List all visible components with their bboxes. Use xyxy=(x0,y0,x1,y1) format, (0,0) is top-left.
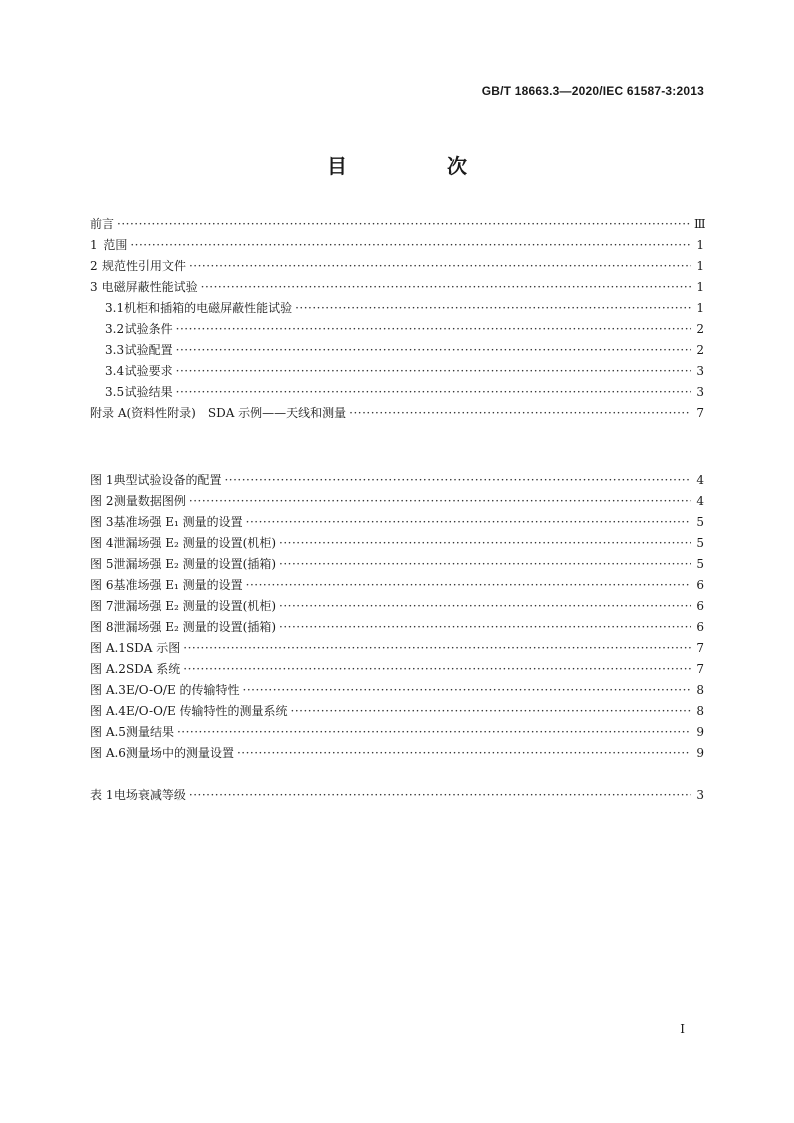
toc-entry-page: 6 xyxy=(696,599,704,613)
toc-entry-label: E/O-O/E 传输特性的测量系统 xyxy=(125,704,288,718)
toc-entry-page: 1 xyxy=(696,259,704,273)
toc-entry-number: 3.4 xyxy=(105,364,125,378)
toc-entry-number: 附录 A xyxy=(90,406,127,420)
dot-leader xyxy=(291,701,691,722)
toc-entry-number: 图 A.1 xyxy=(90,641,126,655)
dot-leader xyxy=(117,214,691,235)
toc-entry-number: 3.1 xyxy=(105,301,125,315)
toc-entry-label: 试验配置 xyxy=(124,343,173,357)
toc-entry-number: 图 A.5 xyxy=(90,725,126,739)
toc-entry-number: 图 2 xyxy=(90,494,114,508)
toc-entry-number: 图 1 xyxy=(90,473,114,487)
dot-leader xyxy=(295,298,691,319)
toc-entry-label: 测量场中的测量设置 xyxy=(125,746,234,760)
toc-entry-label: (资料性附录) SDA 示例——天线和测量 xyxy=(126,406,347,420)
toc-entry-page: 5 xyxy=(696,536,704,550)
toc-entry[interactable] xyxy=(90,470,704,491)
toc-entry-number: 图 A.3 xyxy=(90,683,126,697)
toc-entry-number: 图 A.6 xyxy=(90,746,126,760)
toc-entry-label: 范围 xyxy=(103,238,128,252)
toc-entry-label: 典型试验设备的配置 xyxy=(113,473,222,487)
toc-entry[interactable] xyxy=(90,701,704,722)
dot-leader xyxy=(246,512,691,533)
toc-entry-page: 3 xyxy=(696,788,704,802)
toc-entry[interactable] xyxy=(90,617,704,638)
standard-number-header: GB/T 18663.3—2020/IEC 61587-3:2013 xyxy=(481,84,704,98)
toc-entry-number: 3.2 xyxy=(105,322,125,336)
toc-entry[interactable] xyxy=(90,743,704,764)
dot-leader xyxy=(279,596,691,617)
toc-entry-number: 3.3 xyxy=(105,343,125,357)
toc-entry-page: 5 xyxy=(696,515,704,529)
toc-entry-label: 测量数据图例 xyxy=(113,494,186,508)
toc-figures-list xyxy=(90,470,704,764)
toc-entry-page: Ⅲ xyxy=(694,217,706,231)
toc-entry-number: 表 1 xyxy=(90,788,114,802)
toc-entry[interactable] xyxy=(90,638,704,659)
toc-entry[interactable] xyxy=(90,785,704,806)
toc-entry[interactable] xyxy=(90,214,704,235)
toc-entry-label: 机柜和插箱的电磁屏蔽性能试验 xyxy=(124,301,293,315)
toc-entry-page: 2 xyxy=(696,343,704,357)
dot-leader xyxy=(177,722,691,743)
toc-entry[interactable] xyxy=(90,340,704,361)
toc-contents-list xyxy=(90,214,704,424)
toc-entry-page: 9 xyxy=(696,746,704,760)
dot-leader xyxy=(279,533,691,554)
toc-entry-label: 泄漏场强 E₂ 测量的设置(机柜) xyxy=(113,536,277,550)
toc-entry-page: 3 xyxy=(696,364,704,378)
toc-entry-label: 试验条件 xyxy=(124,322,173,336)
toc-entry-number: 图 5 xyxy=(90,557,114,571)
dot-leader xyxy=(246,575,691,596)
toc-entry-page: 7 xyxy=(696,641,704,655)
toc-entry-page: 1 xyxy=(696,280,704,294)
toc-entry-label: 电磁屏蔽性能试验 xyxy=(101,280,198,294)
dot-leader xyxy=(279,617,691,638)
toc-entry-page: 4 xyxy=(696,473,704,487)
page-title: 目 次 xyxy=(327,154,507,178)
toc-entry[interactable] xyxy=(90,554,704,575)
dot-leader xyxy=(201,277,691,298)
toc-entry[interactable] xyxy=(90,256,704,277)
toc-entry-number: 图 3 xyxy=(90,515,114,529)
toc-entry-page: 1 xyxy=(696,238,704,252)
toc-entry-number: 2 xyxy=(90,259,98,273)
toc-entry-number: 图 6 xyxy=(90,578,114,592)
toc-tables-list xyxy=(90,785,704,806)
toc-entry-page: 3 xyxy=(696,385,704,399)
toc-entry[interactable] xyxy=(90,680,704,701)
toc-entry-page: 8 xyxy=(696,683,704,697)
dot-leader xyxy=(183,659,691,680)
toc-entry[interactable] xyxy=(90,277,704,298)
toc-entry[interactable] xyxy=(90,596,704,617)
toc-entry-page: 7 xyxy=(696,406,704,420)
toc-entry-page: 1 xyxy=(696,301,704,315)
dot-leader xyxy=(183,638,691,659)
toc-entry-label: 泄漏场强 E₂ 测量的设置(机柜) xyxy=(113,599,277,613)
toc-entry[interactable] xyxy=(90,722,704,743)
toc-entry[interactable] xyxy=(90,533,704,554)
toc-entry-page: 5 xyxy=(696,557,704,571)
dot-leader xyxy=(176,361,691,382)
toc-entry-label: 试验结果 xyxy=(124,385,173,399)
toc-entry-label: 基准场强 E₁ 测量的设置 xyxy=(113,515,243,529)
toc-entry-page: 6 xyxy=(696,578,704,592)
toc-entry-label: 试验要求 xyxy=(124,364,173,378)
toc-entry-label: SDA 系统 xyxy=(125,662,181,676)
toc-entry[interactable] xyxy=(90,512,704,533)
toc-entry-label: 测量结果 xyxy=(125,725,174,739)
toc-entry[interactable] xyxy=(90,361,704,382)
dot-leader xyxy=(130,235,691,256)
dot-leader xyxy=(279,554,691,575)
toc-entry-number: 图 4 xyxy=(90,536,114,550)
toc-entry-page: 4 xyxy=(696,494,704,508)
toc-entry-number: 3 xyxy=(90,280,98,294)
toc-entry-number: 图 7 xyxy=(90,599,114,613)
dot-leader xyxy=(189,491,691,512)
dot-leader xyxy=(224,470,691,491)
toc-entry[interactable] xyxy=(90,575,704,596)
toc-entry-number: 图 A.4 xyxy=(90,704,126,718)
dot-leader xyxy=(243,680,691,701)
toc-entry-page: 8 xyxy=(696,704,704,718)
toc-entry-number: 图 A.2 xyxy=(90,662,126,676)
toc-entry[interactable] xyxy=(90,319,704,340)
dot-leader xyxy=(176,319,691,340)
dot-leader xyxy=(237,743,691,764)
toc-entry-label: 泄漏场强 E₂ 测量的设置(插箱) xyxy=(113,620,277,634)
toc-entry-page: 7 xyxy=(696,662,704,676)
toc-entry-page: 6 xyxy=(696,620,704,634)
toc-entry-number: 1 xyxy=(90,238,98,252)
toc-entry[interactable] xyxy=(90,403,704,424)
toc-entry[interactable] xyxy=(90,382,704,403)
toc-entry-label: 泄漏场强 E₂ 测量的设置(插箱) xyxy=(113,557,277,571)
dot-leader xyxy=(189,785,691,806)
dot-leader xyxy=(176,382,691,403)
toc-entry-page: 9 xyxy=(696,725,704,739)
dot-leader xyxy=(349,403,691,424)
toc-entry[interactable] xyxy=(90,298,704,319)
toc-entry[interactable] xyxy=(90,491,704,512)
dot-leader xyxy=(176,340,691,361)
toc-entry[interactable] xyxy=(90,235,704,256)
toc-entry-label: SDA 示图 xyxy=(125,641,181,655)
toc-entry[interactable] xyxy=(90,659,704,680)
toc-entry-label: 电场衰减等级 xyxy=(113,788,186,802)
toc-entry-label: E/O-O/E 的传输特性 xyxy=(125,683,240,697)
page-number-footer: I xyxy=(680,1022,685,1036)
toc-entry-page: 2 xyxy=(696,322,704,336)
toc-entry-number: 3.5 xyxy=(105,385,125,399)
toc-entry-label: 基准场强 E₁ 测量的设置 xyxy=(113,578,243,592)
toc-entry-number: 图 8 xyxy=(90,620,114,634)
toc-entry-label: 规范性引用文件 xyxy=(101,259,186,273)
toc-entry-label: 前言 xyxy=(90,217,115,231)
dot-leader xyxy=(189,256,691,277)
